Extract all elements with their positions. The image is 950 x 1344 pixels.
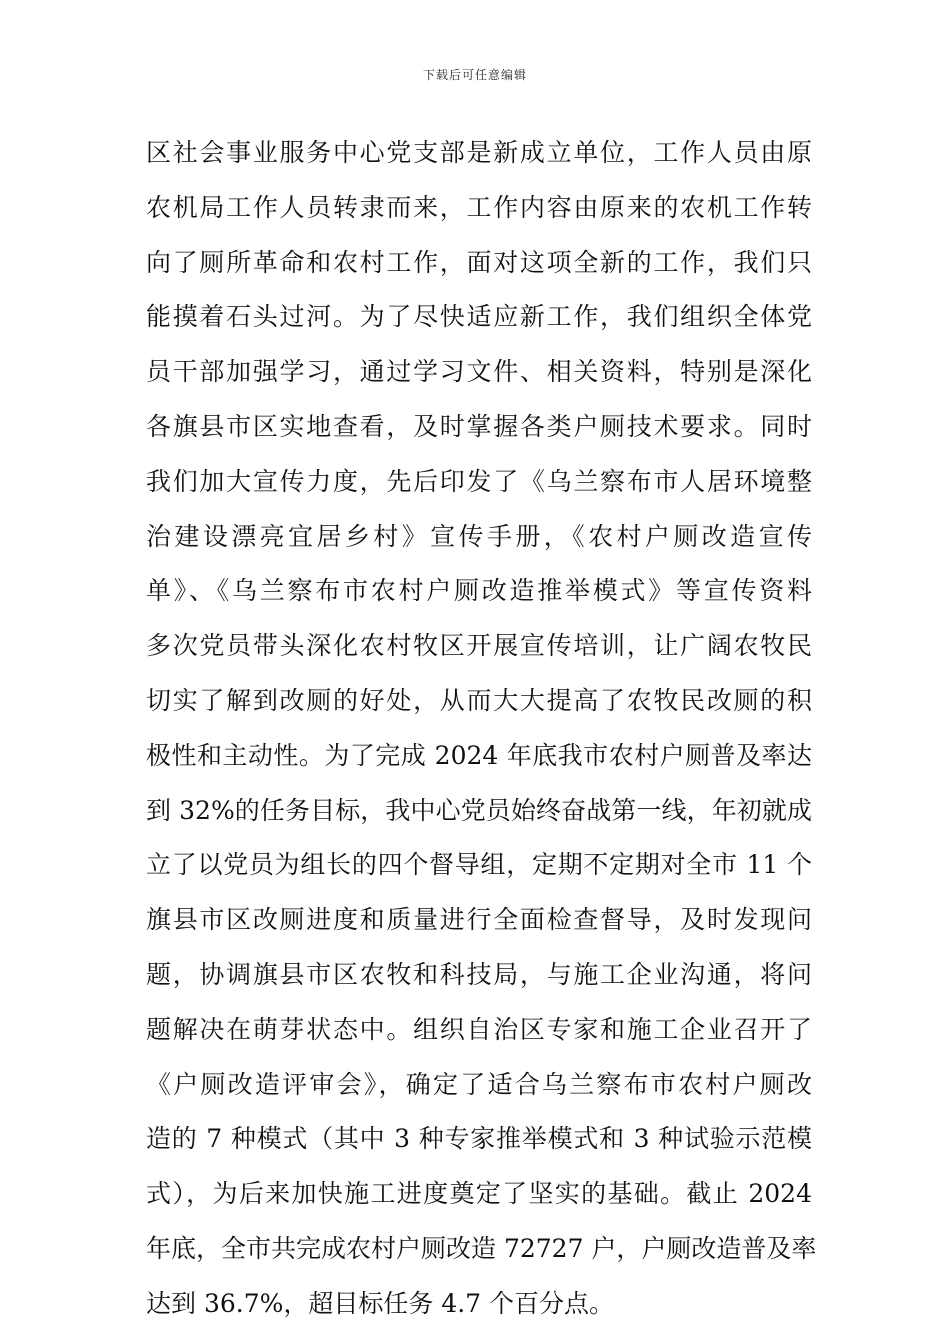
paragraph-line: 《户厕改造评审会》，确定了适合乌兰察布市农村户厕改 [146,1069,812,1099]
body-paragraph [146,126,817,1332]
paragraph-line: 区社会事业服务中心党支部是新成立单位，工作人员由原 [146,138,812,167]
paragraph-line: 各旗县市区实地查看，及时掌握各类户厕技术要求。同时 [146,411,812,441]
paragraph-line: 造的 7 种模式（其中 3 种专家推举模式和 3 种试验示范模 [146,1124,812,1154]
paragraph-line: 多次党员带头深化农村牧区开展宣传培训，让广阔农牧民 [146,631,812,661]
header-note: 下载后可任意编辑 [422,68,527,82]
paragraph-line: 题，协调旗县市区农牧和科技局，与施工企业沟通，将问 [146,959,812,989]
paragraph-line: 治建设漂亮宜居乡村》宣传手册，《农村户厕改造宣传 [146,521,812,551]
paragraph-line: 员干部加强学习，通过学习文件、相关资料，特别是深化 [146,357,812,387]
paragraph-line: 能摸着石头过河。为了尽快适应新工作，我们组织全体党 [146,302,812,332]
paragraph-line: 年底，全市共完成农村户厕改造 72727 户，户厕改造普及率 [146,1233,817,1263]
paragraph-line-last: 达到 36.7%，超目标任务 4.7 个百分点。 [146,1288,615,1318]
paragraph-line: 我们加大宣传力度，先后印发了《乌兰察布市人居环境整 [146,466,812,496]
paragraph-line: 题解决在萌芽状态中。组织自治区专家和施工企业召开了 [146,1014,812,1044]
paragraph-line: 单》、《乌兰察布市农村户厕改造推举模式》等宣传资料 [146,576,812,606]
paragraph-line: 到 32%的任务目标，我中心党员始终奋战第一线，年初就成 [146,795,812,825]
paragraph-line: 极性和主动性。为了完成 2024 年底我市农村户厕普及率达 [146,740,812,770]
paragraph-line: 式），为后来加快施工进度奠定了坚实的基础。截止 2024 [146,1179,812,1209]
paragraph-line: 旗县市区改厕进度和质量进行全面检查督导，及时发现问 [146,905,812,935]
paragraph-line: 向了厕所革命和农村工作，面对这项全新的工作，我们只 [146,247,812,277]
paragraph-line: 切实了解到改厕的好处，从而大大提高了农牧民改厕的积 [146,685,812,715]
paragraph-line: 农机局工作人员转隶而来，工作内容由原来的农机工作转 [146,192,812,222]
paragraph-line: 立了以党员为组长的四个督导组，定期不定期对全市 11 个 [146,850,812,880]
